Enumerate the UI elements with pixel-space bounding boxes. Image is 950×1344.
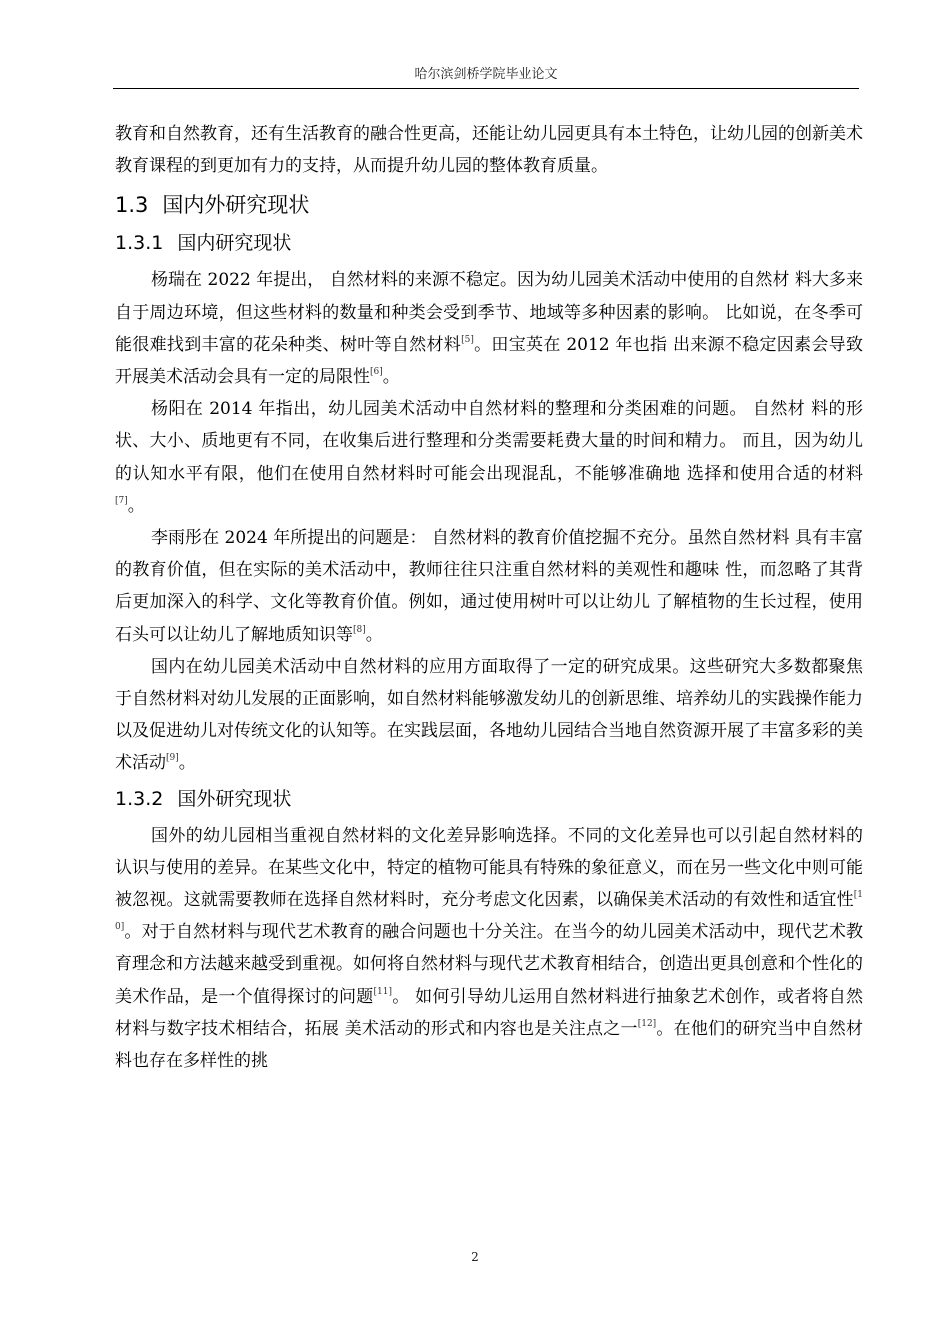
section-heading-1-3 bbox=[115, 190, 863, 220]
subsection-number: 1.3.1 bbox=[115, 232, 164, 255]
subsection-heading-1-3-1 bbox=[115, 228, 863, 258]
subsection-number: 1.3.2 bbox=[115, 787, 164, 810]
page-number: 2 bbox=[471, 1250, 479, 1264]
paragraph-text: 。对于自然材料与现代艺术教育的融合问题也十分关注。在当今的幼儿园美术活动中，现代艺术教育理念和方法越来越受到重视。如何将自然材料与现代艺术教育相结合，创造出更具创意和个性化的美术作品，是一个值得探讨的问题 bbox=[115, 922, 863, 1007]
citation-9: [9] bbox=[166, 753, 179, 764]
paragraph-text: 。 bbox=[127, 495, 145, 516]
subsection-heading-1-3-2 bbox=[115, 784, 863, 814]
paragraph-continued bbox=[115, 118, 863, 182]
citation-10: [10] bbox=[115, 890, 863, 933]
paragraph-text: 杨阳在 2014 年指出，幼儿园美术活动中自然材料的整理和分类困难的问题。 自然材 料的形状、大小、质地更有不同，在收集后进行整理和分类需要耗费大量的时间和精力。 而且，因为幼儿的认知水平有限，他们在使用自然材料时可能会出现混乱，不能够准确地 选择和使用合适的材料 bbox=[115, 399, 863, 484]
section-number: 1.3 bbox=[115, 193, 149, 218]
paragraph-text: 国内在幼儿园美术活动中自然材料的应用方面取得了一定的研究成果。这些研究大多数都聚焦于自然材料对幼儿发展的正面影响，如自然材料能够激发幼儿的创新思维、培养幼儿的实践操作能力以及促进幼儿对传统文化的认知等。在实践层面，各地幼儿园结合当地自然资源开展了丰富多彩的美术活动 bbox=[115, 656, 863, 774]
paragraph-text: 教育和自然教育，还有生活教育的融合性更高，还能让幼儿园更具有本土特色，让幼儿园的创新美术教育课程的到更加有力的支持，从而提升幼儿园的整体教育质量。 bbox=[115, 124, 863, 177]
citation-5: [5] bbox=[461, 334, 474, 345]
citation-8: [8] bbox=[353, 624, 366, 635]
header-rule bbox=[113, 88, 859, 89]
paragraph-text: 。 bbox=[382, 367, 400, 388]
paragraph-text: 李雨彤在 2024 年所提出的问题是： 自然材料的教育价值挖掘不充分。虽然自然材料 具有丰富的教育价值，但在实际的美术活动中，教师往往只注重自然材料的美观性和趣味 性，而忽略了其背后更加深入的科学、文化等教育价值。例如，通过使用树叶可以让幼儿 了解植物的生长过程，使用石头可以让幼儿了解地质知识等 bbox=[115, 528, 863, 645]
body-text bbox=[115, 118, 863, 1077]
paragraph-text: 国外的幼儿园相当重视自然材料的文化差异影响选择。不同的文化差异也可以引起自然材料的认识与使用的差异。在某些文化中，特定的植物可能具有特殊的象征意义，而在另一些文化中则可能被忽视。这就需要教师在选择自然材料时，充分考虑文化因素，以确保美术活动的有效性和适宜性 bbox=[115, 825, 863, 911]
paragraph-text: 杨瑞在 2022 年提出， 自然材料的来源不稳定。因为幼儿园美术活动中使用的自然材 料大多来自于周边环境，但这些材料的数量和种类会受到季节、地域等多种因素的影响。 比如说，在冬季可能很难找到丰富的花朵种类、树叶等自然材料 bbox=[115, 270, 863, 355]
section-title: 国内外研究现状 bbox=[162, 193, 310, 218]
paragraph-li-yutong bbox=[115, 522, 863, 651]
paragraph-domestic-summary bbox=[115, 651, 863, 780]
running-header: 哈尔滨剑桥学院毕业论文 bbox=[414, 67, 558, 82]
subsection-title: 国外研究现状 bbox=[177, 787, 292, 810]
citation-6: [6] bbox=[370, 367, 383, 378]
paragraph-yang-rui bbox=[115, 264, 863, 393]
paragraph-text: 。田宝英在 2012 年也指 出来源不稳定因素会导致开展美术活动会具有一定的局限性 bbox=[115, 334, 863, 388]
paragraph-foreign-research bbox=[115, 820, 863, 1078]
subsection-title: 国内研究现状 bbox=[177, 232, 292, 255]
paragraph-text: 。 如何引导幼儿运用自然材料进行抽象艺术创作，或者将自然材料与数字技术相结合，拓展 美术活动的形式和内容也是关注点之一 bbox=[115, 986, 864, 1039]
paragraph-text: 。在他们的研究当中自然材料也存在多样性的挑 bbox=[115, 1018, 864, 1072]
citation-12: [12] bbox=[637, 1018, 657, 1029]
paragraph-text: 。 bbox=[365, 624, 383, 645]
paragraph-yang-yang bbox=[115, 393, 863, 522]
citation-7: [7] bbox=[115, 495, 128, 506]
citation-11: [11] bbox=[373, 986, 393, 997]
paragraph-text: 。 bbox=[178, 753, 196, 774]
